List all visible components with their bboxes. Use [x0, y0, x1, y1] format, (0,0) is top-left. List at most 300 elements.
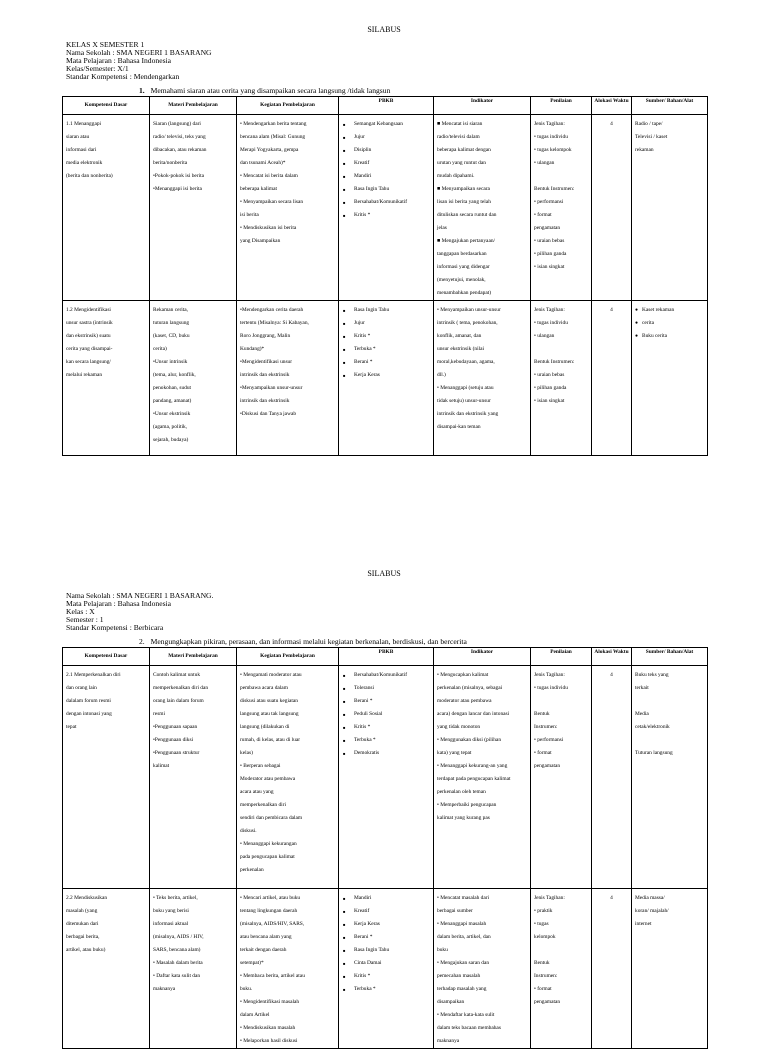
sumber-cell: [632, 115, 708, 301]
alokasi-waktu-cell: 4: [592, 889, 632, 1049]
list-item: ■ Terbuka *: [342, 343, 430, 356]
text-line: • Mencari artikel, atau buku: [240, 895, 301, 901]
list-item: ■ Kritis *: [342, 330, 430, 343]
penilaian-cell: [531, 666, 592, 889]
pbkb-cell-list: [342, 304, 430, 382]
header-line: Standar Kompetensi : Berbicara: [66, 623, 164, 632]
text-line: pengamatan: [534, 999, 561, 1005]
text-line: •Penggunaan struktur: [153, 750, 200, 756]
text-line: diskusi.: [240, 828, 257, 834]
text-line: [635, 734, 704, 747]
text-line: orang lain dalam forum: [153, 698, 204, 704]
text-line: pembawa acara dalam: [240, 685, 288, 691]
text-line: •Penggunaan diksi: [153, 737, 194, 743]
page1-syllabus-table: [62, 96, 708, 456]
indikator-cell: [434, 666, 531, 889]
text-line: • Menanggapi (setuju atau: [437, 385, 494, 391]
text-line: • praktik: [534, 908, 553, 914]
text-line: unsur ekstrinsik (nilai: [437, 346, 485, 352]
text-line: radio/ televisi, teks yang: [153, 134, 206, 140]
text-line: Media: [635, 711, 649, 717]
text-line: Siaran (langsung) dari: [153, 121, 201, 127]
text-line: maknanya: [153, 986, 176, 992]
alokasi-waktu-cell: 4: [592, 666, 632, 889]
text-line: setempat)*: [240, 960, 264, 966]
list-item: ■ Peduli Sosial: [342, 708, 430, 721]
text-line: terdapat pada pengucapan kalimat: [437, 776, 511, 782]
list-item: ■ Toleransi: [342, 682, 430, 695]
page1-header: [66, 41, 212, 81]
text-line: • performansi: [534, 737, 564, 743]
text-line: tanggapan berdasarkan: [437, 251, 487, 257]
text-line: beberapa kalimat dengan: [437, 147, 491, 153]
text-line: • Menanggapi masalah: [437, 921, 487, 927]
text-line: ■ Mengajukan pertanyaan/: [437, 238, 496, 244]
text-line: rekaman: [635, 147, 654, 153]
text-line: radio/televisi dalam: [437, 134, 480, 140]
text-line: • Teks berita, artikel,: [153, 895, 198, 901]
text-line: • Mengajukan saran dan: [437, 960, 490, 966]
text-line: Contoh kalimat untuk: [153, 672, 201, 678]
text-line: kalimat: [153, 763, 170, 769]
text-line: perkenalan (misalnya, sebagai: [437, 685, 503, 691]
pbkb-cell-list: [342, 892, 430, 996]
kompetensi-dasar-cell: [63, 889, 150, 1049]
kegiatan-cell: [237, 666, 339, 889]
text-line: tidak setuju) unsur-unsur: [437, 398, 491, 404]
pbkb-cell: [339, 115, 434, 301]
text-line: cerita yang disampai-: [66, 346, 113, 352]
col-indikator: Indikator: [434, 648, 531, 666]
text-line: • Menanggapi kekurang-an yang: [437, 763, 508, 769]
list-item: ■ Terbuka *: [342, 983, 430, 996]
text-line: Jenis Tagihan:: [534, 307, 565, 313]
col-sumber: Sumber/ Bahan/Alat: [632, 97, 708, 115]
text-line: memperkenalkan diri: [240, 802, 286, 808]
text-line: (berita dan nonberita): [66, 173, 113, 179]
page1-title: SILABUS: [367, 25, 401, 34]
text-line: •Menyampaikan unsur-unsur: [240, 385, 303, 391]
list-item: ● Buku cerita: [635, 330, 704, 343]
text-line: ■ Mencatat isi siaran: [437, 121, 483, 127]
text-line: media elektronik: [66, 160, 103, 166]
text-line: yang Disampaikan: [240, 238, 281, 244]
text-line: • Mengucapkan kalimat: [437, 672, 489, 678]
text-line: • pilihan ganda: [534, 385, 567, 391]
text-line: Buku teks yang: [635, 672, 669, 678]
table-row: [63, 301, 708, 456]
text-line: Rekaman cerita,: [153, 307, 189, 313]
text-line: (misalnya, AIDS/HIV, SARS,: [240, 921, 305, 927]
text-line: ■ Menyampaikan secara: [437, 186, 490, 192]
header-line: KELAS X SEMESTER 1: [66, 40, 145, 49]
text-line: intrinsik dan ekstrinsik yang: [437, 411, 499, 417]
text-line: informasi dari: [66, 147, 97, 153]
materi-cell: [150, 889, 237, 1049]
list-item: ■ Demokratis: [342, 747, 430, 760]
text-line: 1.2 Mengidentifikasi: [66, 307, 111, 313]
text-line: Bentuk: [534, 711, 550, 717]
indikator-cell: [434, 889, 531, 1049]
header-line: Semester : 1: [66, 615, 104, 624]
text-line: diskusi atau suatu kegiatan: [240, 698, 298, 704]
header-line: Kelas : X: [66, 607, 95, 616]
text-line: tentang lingkungan daerah: [240, 908, 298, 914]
text-line: tertentu (Misalnya: Si Kabayan,: [240, 320, 309, 326]
kegiatan-cell: [237, 889, 339, 1049]
text-line: • ulangan: [534, 333, 555, 339]
text-line: • uraian bebas: [534, 238, 565, 244]
sumber-cell-list: [635, 304, 704, 343]
col-sumber: Sumber/ Bahan/Alat: [632, 648, 708, 666]
text-line: resmi: [153, 711, 165, 717]
text-line: •Menanggapi isi berita: [153, 186, 202, 192]
text-line: Tuturan langsung: [635, 750, 673, 756]
penilaian-cell: [531, 889, 592, 1049]
text-line: siaran atau: [66, 134, 90, 140]
list-item: ■ Mandiri: [342, 170, 430, 183]
kompetensi-dasar-cell: [63, 666, 150, 889]
text-line: (tema, alur, konflik,: [153, 372, 196, 378]
text-line: Radio / tape/: [635, 121, 663, 127]
text-line: terkait: [635, 685, 649, 691]
text-line: 2.2 Mendiskusikan: [66, 895, 108, 901]
text-line: disampai-kan teman: [437, 424, 481, 430]
text-line: koran/ majalah/: [635, 908, 669, 914]
text-line: disampaikan: [437, 999, 465, 1005]
col-penilaian: Penilaian: [531, 97, 592, 115]
text-line: • Mendaftar kata-kata sulit: [437, 1012, 495, 1018]
list-item: ■ Kritis *: [342, 209, 430, 222]
text-line: • isian singkat: [534, 264, 565, 270]
text-line: masalah (yang: [66, 908, 98, 914]
text-line: dll.): [437, 372, 446, 378]
text-line: informasi yang didengar: [437, 264, 490, 270]
list-item: ■ Bersahabat/Komunikatif: [342, 669, 430, 682]
list-item: ■ Jujur: [342, 317, 430, 330]
text-line: Jenis Tagihan:: [534, 672, 565, 678]
text-line: • Mendiskusikan isi berita: [240, 225, 297, 231]
col-kompetensi-dasar: Kompetensi Dasar: [63, 648, 150, 666]
col-pbkb: PBKB: [339, 97, 434, 115]
page1-sk-line: [139, 86, 390, 95]
text-line: kan secara langsung/: [66, 359, 111, 365]
text-line: Media massa/: [635, 895, 665, 901]
text-line: • Memperbaiki pengucapan: [437, 802, 497, 808]
text-line: yang tidak monoton: [437, 724, 481, 730]
text-line: •Unsur intrinsik: [153, 359, 188, 365]
alokasi-waktu-cell: 4: [592, 301, 632, 456]
text-line: • tugas: [534, 921, 549, 927]
text-line: dengan intonasi yang: [66, 711, 112, 717]
text-line: [534, 343, 588, 356]
text-line: jelas: [437, 225, 447, 231]
text-line: Jenis Tagihan:: [534, 895, 565, 901]
text-line: acara) dengan lancar dan intonasi: [437, 711, 510, 717]
table-row: [63, 889, 708, 1049]
text-line: [635, 695, 704, 708]
pbkb-cell: [339, 889, 434, 1049]
col-alokasi-waktu: Alokasi Waktu: [592, 97, 632, 115]
text-line: menambahkan pendapat): [437, 290, 492, 296]
text-line: 1.1 Menanggapi: [66, 121, 102, 127]
table-row: [63, 666, 708, 889]
text-line: moral,kebudayaan, agama,: [437, 359, 495, 365]
col-indikator: Indikator: [434, 97, 531, 115]
text-line: urutan yang runtut dan: [437, 160, 486, 166]
text-line: pengamatan: [534, 763, 561, 769]
text-line: dan ekstrinsik) suatu: [66, 333, 111, 339]
text-line: • Mencatat isi berita dalam: [240, 173, 298, 179]
text-line: buku.: [240, 986, 253, 992]
text-line: intrinsik dan ekstrinsik: [240, 398, 290, 404]
text-line: cetak/elektronik: [635, 724, 670, 730]
text-line: buku yang berisi: [153, 908, 189, 914]
text-line: SARS, bencana alam): [153, 947, 201, 953]
text-line: (kaset, CD, buku: [153, 333, 190, 339]
text-line: • tugas individu: [534, 685, 568, 691]
text-line: [534, 170, 588, 183]
text-line: Moderator atau pembawa: [240, 776, 296, 782]
text-line: Bentuk: [534, 960, 550, 966]
list-item: ■ Kerja Keras: [342, 369, 430, 382]
text-line: berbagai sumber: [437, 908, 473, 914]
header-line: Standar Kompetensi : Mendengarkan: [66, 72, 180, 81]
sk-number: 1.: [139, 86, 145, 95]
text-line: • Mengamati moderator atau: [240, 672, 302, 678]
penilaian-cell: [531, 301, 592, 456]
table-header-row: [63, 97, 708, 115]
list-item: ■ Cinta Damai: [342, 957, 430, 970]
list-item: ■ Mandiri: [342, 892, 430, 905]
list-item: ■ Disiplin: [342, 144, 430, 157]
text-line: intrinsik ( tema, penokohan,: [437, 320, 498, 326]
text-line: • tugas individu: [534, 134, 568, 140]
text-line: intrinsik dan ekstrinsik: [240, 372, 290, 378]
text-line: • Mencatat masalah dari: [437, 895, 490, 901]
list-item: ● cerita: [635, 317, 704, 330]
text-line: dalam teks bacaan membahas: [437, 1025, 501, 1031]
text-line: • Membaca berita, artikel atau: [240, 973, 305, 979]
text-line: • ulangan: [534, 160, 555, 166]
text-line: beberapa kalimat: [240, 186, 277, 192]
page2-sk-line: [139, 637, 467, 646]
text-line: berbagai berita,: [66, 934, 100, 940]
text-line: (agama, politik,: [153, 424, 187, 430]
text-line: isi berita: [240, 212, 259, 218]
text-line: atau bencana alam yang: [240, 934, 292, 940]
col-kegiatan: Kegiatan Pembelajaran: [237, 97, 339, 115]
text-line: perkenalan: [240, 867, 264, 873]
sk-text: Memahami siaran atau cerita yang disampaikan secara langsung /tidak langsun: [150, 86, 391, 95]
text-line: berita/nonberita: [153, 160, 188, 166]
text-line: pada pengucapan kalimat: [240, 854, 295, 860]
text-line: dalam Artikel: [240, 1012, 270, 1018]
text-line: [534, 944, 588, 957]
text-line: (menyetujui, menolak,: [437, 277, 486, 283]
text-line: moderator atau pembawa: [437, 698, 492, 704]
text-line: langsung (dilakukan di: [240, 724, 290, 730]
header-line: Nama Sekolah : SMA NEGERI 1 BASARANG: [66, 48, 212, 57]
text-line: pandang, amanat): [153, 398, 192, 404]
text-line: dalalam forum resmi: [66, 698, 111, 704]
table-row: [63, 115, 708, 301]
text-line: • Menanggapi kekurangan: [240, 841, 297, 847]
list-item: ■ Kritis *: [342, 970, 430, 983]
text-line: • pilihan ganda: [534, 251, 567, 257]
col-pbkb: PBKB: [339, 648, 434, 666]
alokasi-waktu-cell: 4: [592, 115, 632, 301]
text-line: internet: [635, 921, 652, 927]
text-line: tepat: [66, 724, 77, 730]
text-line: penokohan, sudut: [153, 385, 192, 391]
list-item: ■ Kreatif: [342, 157, 430, 170]
sumber-cell: [632, 889, 708, 1049]
text-line: melalui rekaman: [66, 372, 103, 378]
text-line: •Mendengarkan cerita daerah: [240, 307, 304, 313]
list-item: ■ Kreatif: [342, 905, 430, 918]
text-line: • Mengidentifikasi masalah: [240, 999, 300, 1005]
header-line: Nama Sekolah : SMA NEGERI 1 BASARANG.: [66, 591, 214, 600]
list-item: ■ Berani *: [342, 356, 430, 369]
text-line: • tugas individu: [534, 320, 568, 326]
text-line: (misalnya, AIDS / HIV,: [153, 934, 204, 940]
list-item: ■ Terbuka *: [342, 734, 430, 747]
text-line: artikel, atau buku): [66, 947, 106, 953]
text-line: Bentuk Instrumen:: [534, 359, 575, 365]
text-line: [534, 695, 588, 708]
sk-text: Mengungkapkan pikiran, perasaan, dan informasi melalui kegiatan berkenalan, berdiskusi, dan bercerita: [150, 637, 467, 646]
text-line: Jenis Tagihan:: [534, 121, 565, 127]
kompetensi-dasar-cell: [63, 115, 150, 301]
text-line: • format: [534, 750, 552, 756]
kegiatan-cell: [237, 115, 339, 301]
text-line: kata) yang tepat: [437, 750, 472, 756]
text-line: Bentuk Instrumen:: [534, 186, 575, 192]
materi-cell: [150, 666, 237, 889]
col-materi: Materi Pembelajaran: [150, 648, 237, 666]
page2-title: SILABUS: [367, 569, 401, 578]
text-line: ditemukan dari: [66, 921, 99, 927]
text-line: konflik, amanat, dan: [437, 333, 482, 339]
list-item: ■ Berani *: [342, 695, 430, 708]
text-line: Kundang)*: [240, 346, 265, 352]
text-line: Instrumen:: [534, 973, 558, 979]
text-line: lisan isi berita yang telah: [437, 199, 491, 205]
text-line: •Mengidentifikasi unsur: [240, 359, 293, 365]
text-line: • uraian bebas: [534, 372, 565, 378]
pbkb-cell-list: [342, 118, 430, 222]
text-line: kalimat yang kurang pas: [437, 815, 490, 821]
col-penilaian: Penilaian: [531, 648, 592, 666]
table-header-row: [63, 648, 708, 666]
sumber-cell: [632, 666, 708, 889]
text-line: • Daftar kata sulit dan: [153, 973, 201, 979]
col-alokasi-waktu: Alokasi Waktu: [592, 648, 632, 666]
text-line: sendiri dan pembicara dalam: [240, 815, 303, 821]
list-item: ■ Rasa Ingin Tahu: [342, 304, 430, 317]
text-line: dalam berita, artikel, dan: [437, 934, 491, 940]
materi-cell: [150, 301, 237, 456]
sumber-cell: [632, 301, 708, 456]
text-line: Televisi / kaset: [635, 134, 668, 140]
list-item: ■ Jujur: [342, 131, 430, 144]
pbkb-cell-list: [342, 669, 430, 760]
list-item: ■ Rasa Ingin Tahu: [342, 183, 430, 196]
list-item: ● Kaset rekaman: [635, 304, 704, 317]
text-line: • Mendengarkan berita tentang: [240, 121, 307, 127]
text-line: dibacakan, atau rekaman: [153, 147, 207, 153]
col-kompetensi-dasar: Kompetensi Dasar: [63, 97, 150, 115]
text-line: terhadap masalah yang: [437, 986, 487, 992]
text-line: • format: [534, 212, 552, 218]
text-line: maknanya: [437, 1038, 460, 1044]
text-line: Roro Jonggrang, Malin: [240, 333, 291, 339]
text-line: informasi aktual: [153, 921, 189, 927]
text-line: kelompok: [534, 934, 556, 940]
list-item: ■ Kritis *: [342, 721, 430, 734]
page2-header: [66, 592, 213, 632]
list-item: ■ Semangat Kebangsaan: [342, 118, 430, 131]
text-line: acara atau yang: [240, 789, 274, 795]
text-line: • Melaporkan hasil diskusi: [240, 1038, 298, 1044]
text-line: buku: [437, 947, 448, 953]
col-materi: Materi Pembelajaran: [150, 97, 237, 115]
kompetensi-dasar-cell: [63, 301, 150, 456]
text-line: • Mendiskusikan masalah: [240, 1025, 296, 1031]
text-line: •Diskusi dan Tanya jawab: [240, 411, 297, 417]
text-line: • Menyampaikan unsur-unsur: [437, 307, 501, 313]
text-line: • isian singkat: [534, 398, 565, 404]
text-line: bencana alam (Misal: Gunung: [240, 134, 306, 140]
indikator-cell: [434, 301, 531, 456]
page2-syllabus-table: [62, 647, 708, 1049]
text-line: • format: [534, 986, 552, 992]
indikator-cell: [434, 115, 531, 301]
text-line: kelas): [240, 750, 253, 756]
text-line: langsung atau tak langsung: [240, 711, 299, 717]
text-line: • performansi: [534, 199, 564, 205]
text-line: mudah dipahami.: [437, 173, 475, 179]
header-line: Mata Pelajaran : Bahasa Indonesia: [66, 599, 172, 608]
col-kegiatan: Kegiatan Pembelajaran: [237, 648, 339, 666]
pbkb-cell: [339, 666, 434, 889]
text-line: dan tsunami Aceah)*: [240, 160, 286, 166]
text-line: cerita): [153, 346, 167, 352]
text-line: • Berperan sebagai: [240, 763, 281, 769]
text-line: Instrumen:: [534, 724, 558, 730]
pbkb-cell: [339, 301, 434, 456]
text-line: •Penggunaan sapaan: [153, 724, 198, 730]
list-item: ■ Bersahabat/Komunikatif: [342, 196, 430, 209]
text-line: •Pokok-pokok isi berita: [153, 173, 204, 179]
text-line: • Menyampaikan secara lisan: [240, 199, 304, 205]
text-line: 2.1 Memperkenalkan diri: [66, 672, 121, 678]
text-line: terkait dengan daerah: [240, 947, 287, 953]
list-item: ■ Rasa Ingin Tahu: [342, 944, 430, 957]
text-line: perkenalan oleh teman: [437, 789, 486, 795]
text-line: pengamatan: [534, 225, 561, 231]
text-line: unsur sastra (intrinsik: [66, 320, 113, 326]
text-line: • Masalah dalam berita: [153, 960, 203, 966]
text-line: rumah, di kelas, atau di luar: [240, 737, 301, 743]
text-line: memperkenalkan diri dan: [153, 685, 209, 691]
text-line: • tugas kelompok: [534, 147, 572, 153]
text-line: • Menggunakan diksi (pilihan: [437, 737, 502, 743]
header-line: Mata Pelajaran : Bahasa Indonesia: [66, 56, 172, 65]
kegiatan-cell: [237, 301, 339, 456]
materi-cell: [150, 115, 237, 301]
